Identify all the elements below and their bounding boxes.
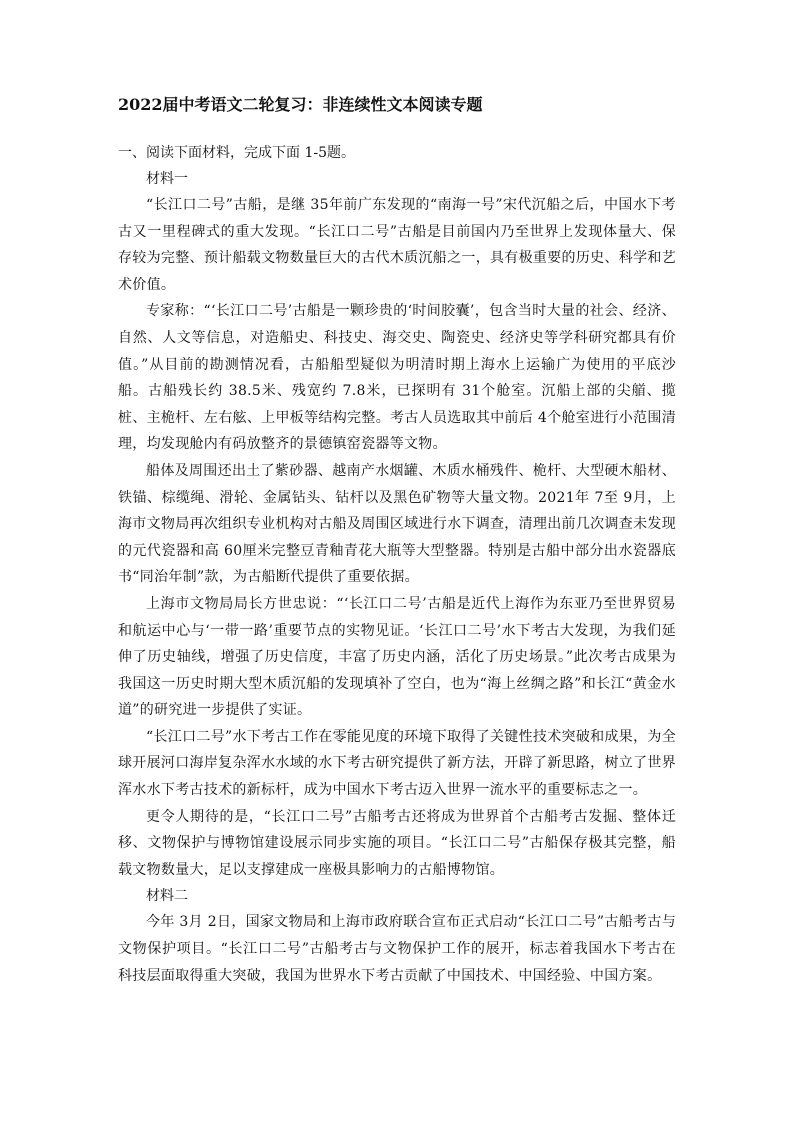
material-label-2: 材料二 bbox=[146, 888, 188, 905]
paragraph: 船体及周围还出土了紫砂器、越南产水烟罐、木质水桶残件、桅杆、大型硬木船材、铁锚、棕缆绳、滑轮、金属钻头、钻杆以及黑色矿物等大量文物。2021年 7至 9月，上海市文物局再次组织专业机构对古船及周围区域进行水下调查，清理出前几次调查未发现的元代瓷器和高 60厘米完整豆青釉青花大瓶等大型整器。特别是古船中部分出水瓷器底书“同治年制”款，为古船断代提供了重要依据。 bbox=[118, 462, 676, 586]
paragraph: 专家称：“‘长江口二号’古船是一颗珍贵的‘时间胶囊’，包含当时大量的社会、经济、自然、人文等信息，对造船史、科技史、海交史、陶瓷史、经济史等学科研究都具有价值。”从目前的勘测情况看，古船船型疑似为明清时期上海水上运输广为使用的平底沙船。古船残长约 38.5米、残宽约 7.8米，已探明有 31个舱室。沉船上部的尖艏、揽桩、主桅杆、左右舷、上甲板等结构完整。考古人员选取其中前后 4个舱室进行小范围清理，均发现舱内有码放整齐的景德镇窑瓷器等文物。 bbox=[118, 303, 676, 453]
paragraph: “长江口二号”古船，是继 35年前广东发现的“南海一号”宋代沉船之后，中国水下考古又一里程碑式的重大发现。“长江口二号”古船是目前国内乃至世界上发现体量大、保存较为完整、预计船载文物数量巨大的古代木质沉船之一，具有极重要的历史、科学和艺术价值。 bbox=[118, 197, 676, 293]
paragraph: 上海市文物局局长方世忠说：“‘长江口二号’古船是近代上海作为东亚乃至世界贸易和航运中心与‘一带一路’重要节点的实物见证。‘长江口二号’水下考古大发现，为我们延伸了历史轴线，增强了历史信度，丰富了历史内涵，活化了历史场景。”此次考古成果为我国这一历史时期大型木质沉船的发现填补了空白，也为“海上丝绸之路”和长江“黄金水道”的研究进一步提供了实证。 bbox=[118, 595, 676, 719]
document-body bbox=[118, 93, 676, 989]
material-label-1: 材料一 bbox=[146, 171, 188, 187]
document-title: 2022届中考语文二轮复习：非连续性文本阅读专题 bbox=[118, 95, 483, 114]
question-instruction: 一、阅读下面材料，完成下面 1-5题。 bbox=[118, 145, 355, 161]
paragraph: 今年 3月 2日，国家文物局和上海市政府联合宣布正式启动“长江口二号”古船考古与文物保护项目。“长江口二号”古船考古与文物保护工作的展开，标志着我国水下考古在科技层面取得重大突破，我国为世界水下考古贡献了中国技术、中国经验、中国方案。 bbox=[118, 914, 676, 984]
paragraph: 更令人期待的是，“长江口二号”古船考古还将成为世界首个古船考古发掘、整体迁移、文物保护与博物馆建设展示同步实施的项目。“长江口二号”古船保存极其完整，船载文物数量大，足以支撑建成一座极具影响力的古船博物馆。 bbox=[118, 808, 676, 878]
paragraph: “长江口二号”水下考古工作在零能见度的环境下取得了关键性技术突破和成果，为全球开展河口海岸复杂浑水水域的水下考古研究提供了新方法，开辟了新思路，树立了世界浑水水下考古技术的新标杆，成为中国水下考古迈入世界一流水平的重要标志之一。 bbox=[118, 728, 676, 799]
